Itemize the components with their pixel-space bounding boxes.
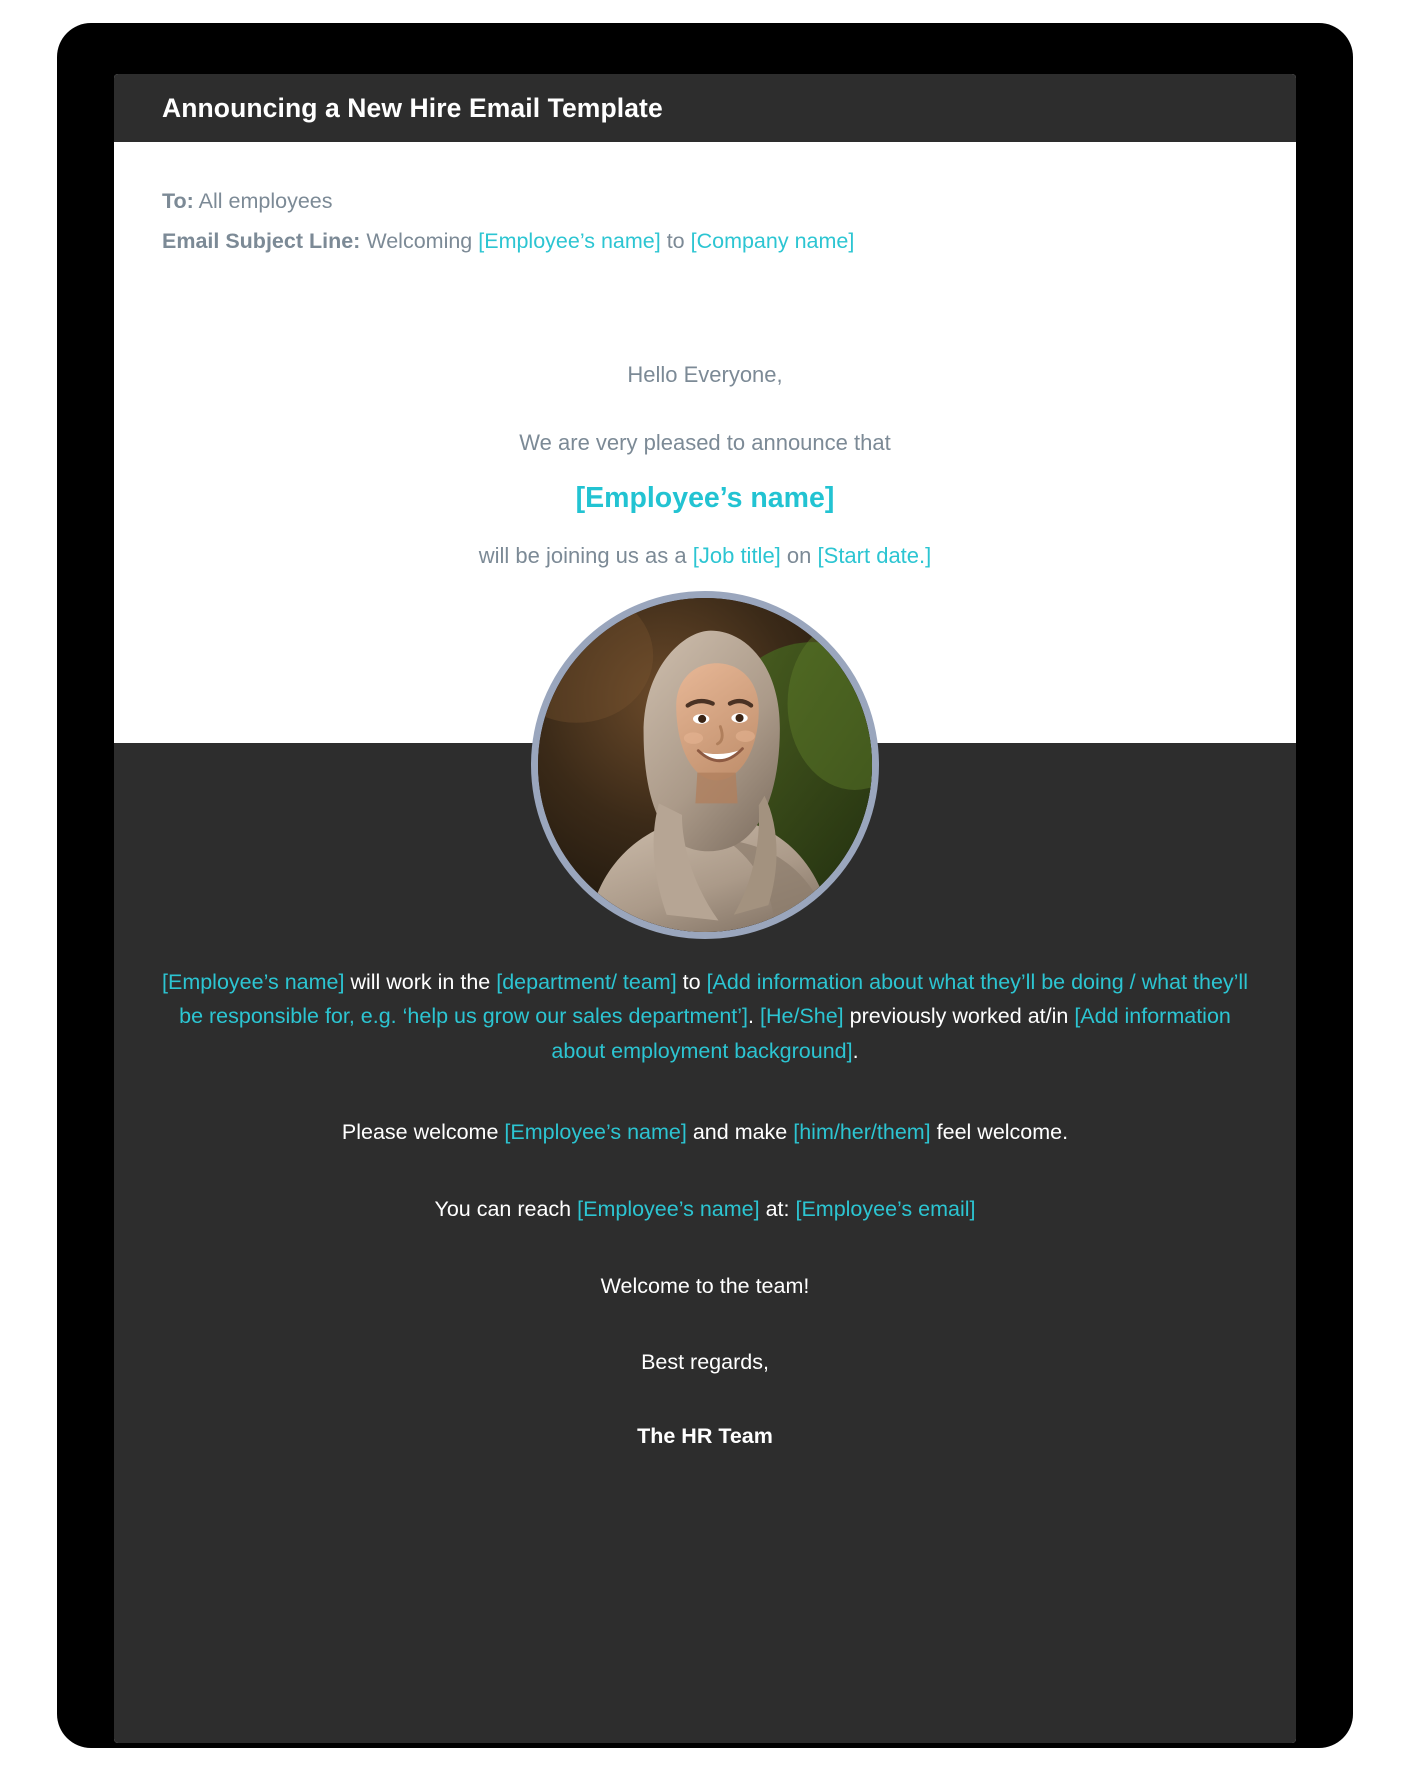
- p1-will-work-in: will work in the: [350, 969, 491, 994]
- job-title-placeholder: [Job title]: [692, 542, 781, 568]
- p2-feel-welcome: feel welcome.: [936, 1119, 1069, 1144]
- p2-please-welcome: Please welcome: [341, 1119, 499, 1144]
- p2-pronoun-placeholder: [him/her/them]: [793, 1119, 931, 1144]
- p1-responsibilities-placeholder: [Add information about what they’ll be doing / what they’ll be responsible for, e.g. ‘help us grow our sales department’]: [179, 969, 1248, 1029]
- start-date-placeholder: [Start date.]: [817, 542, 932, 568]
- p2-and-make: and make: [692, 1119, 788, 1144]
- paragraph-welcome-team: Welcome to the team!: [600, 1273, 810, 1298]
- recipient-line: [162, 182, 1248, 222]
- joining-on: on: [786, 542, 812, 568]
- p2-employee-name: [Employee’s name]: [504, 1119, 687, 1144]
- p1-background-placeholder: [Add information about employment background]: [551, 1004, 1231, 1064]
- p1-previously-worked: previously worked at/in: [849, 1004, 1069, 1029]
- email-template-screen: [114, 74, 1296, 1743]
- p1-to: to: [682, 969, 701, 994]
- subject-label: Email Subject Line:: [162, 228, 361, 253]
- avatar-container: [114, 591, 1296, 939]
- to-value: All employees: [198, 189, 333, 213]
- joining-prefix: will be joining us as a: [478, 542, 687, 568]
- subject-placeholder-employee-name: [Employee’s name]: [478, 228, 661, 253]
- p3-employee-name: [Employee’s name]: [577, 1196, 760, 1221]
- paragraph-contact: [162, 1192, 1248, 1227]
- paragraph-welcome: [162, 1115, 1248, 1150]
- employee-name-heading: [Employee’s name]: [575, 481, 835, 514]
- paragraph-best-regards: Best regards,: [641, 1350, 769, 1375]
- device-frame: [57, 23, 1353, 1748]
- p1-department-placeholder: [department/ team]: [496, 969, 677, 994]
- subject-text-welcoming: Welcoming: [366, 228, 473, 253]
- p1-period-1: .: [748, 1004, 754, 1029]
- subject-text-to: to: [666, 228, 685, 253]
- p1-pronoun-placeholder: [He/She]: [759, 1004, 844, 1029]
- signature-hr-team: The HR Team: [637, 1424, 773, 1449]
- p3-at: at:: [765, 1196, 790, 1221]
- page-title: Announcing a New Hire Email Template: [162, 92, 663, 123]
- p1-period-2: .: [852, 1039, 859, 1064]
- template-header: [114, 74, 1296, 142]
- p3-email-placeholder: [Employee’s email]: [795, 1196, 976, 1221]
- p1-employee-name: [Employee’s name]: [162, 969, 345, 994]
- p3-you-can-reach: You can reach: [434, 1196, 572, 1221]
- subject-placeholder-company-name: [Company name]: [690, 228, 855, 253]
- greeting-text: Hello Everyone,: [627, 361, 783, 387]
- joining-line: [162, 543, 1248, 569]
- avatar-portrait-icon: [538, 598, 872, 932]
- to-label: To:: [162, 189, 194, 213]
- announcement-text: We are very pleased to announce that: [519, 429, 891, 455]
- subject-line: [162, 222, 1248, 262]
- avatar: [531, 591, 879, 939]
